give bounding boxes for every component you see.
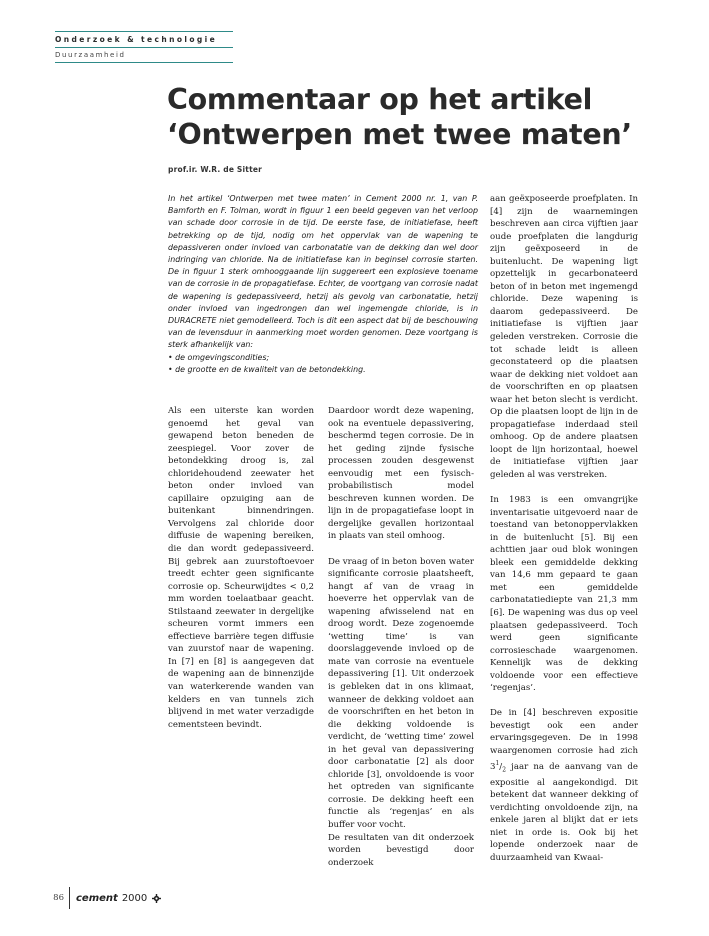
intro-text: In het artikel ‘Ontwerpen met twee maten’ in Cement 2000 nr. 1, van P. Bamforth en F. Tolman, wordt in figuur 1 een beeld gegeven van het verloop van schade door corrosie in de tijd. De eerste fase, de initiatiefase, heeft betrekking op de tijd, nodig om het oppervlak van de wapening te depassiveren onder invloed van carbonatatie van de dekking dan wel door indringing van chloride. Na de initiatiefase kan in beginsel corrosie starten. De in figuur 1 sterk omhooggaande lijn suggereert een explosieve toename van de corrosie in de propagatiefase. Echter, de voortgang van corrosie nadat de wapening is gedepassiveerd, hetzij als gevolg van carbonatatie, hetzij onder invloed van ingedrongen dan wel ingemengde chloride, is in DURACRETE niet gemodelleerd. Toch is dit een aspect dat bij de beschouwing van de levensduur in aanmerking moet worden genomen. Deze voortgang is sterk afhankelijk van: [168, 194, 478, 350]
bullet-text: de grootte en de kwaliteit van de betondekking. [175, 364, 366, 374]
intro-paragraph [168, 193, 478, 376]
bullet-text: de omgevingscondities; [175, 352, 270, 362]
article-title [167, 82, 667, 152]
body-paragraph: Als een uiterste kan worden genoemd het geval van gewapend beton beneden de zeespiegel. Voor zover de betondekking droog is, zal chloridehoudend zeewater het beton onder invloed van capillaire opzuiging aan de buitenkant binnendringen. Vervolgens zal chloride door diffusie de wapening bereiken, die dan wordt gedepassiveerd. Bij gebrek aan zuurstoftoevoer treedt echter geen significante corrosie op. Scheurwijdtes < 0,2 mm worden toelaatbaar geacht. Stilstaand zeewater in dergelijke scheuren vormt immers een effectieve barrière tegen diffusie van zuurstof naar de wapening. In [7] en [8] is aangegeven dat de wapening aan de binnenzijde van waterkerende wanden van kelders en van tunnels zich blijvend in met water verzadigde cementsteen bevindt. [168, 406, 314, 730]
section-label: Onderzoek & technologie [55, 35, 218, 44]
bullet-item [168, 352, 478, 364]
body-paragraph: De vraag of in beton boven water significante corrosie plaatsheeft, hangt af van de vraag in hoeverre het oppervlak van de wapening afwisselend nat en droog wordt. Deze zogenoemde ‘wetting time’ is van doorslaggevende invloed op de mate van corrosie na eventuele depassivering [1]. Uit onderzoek is gebleken dat in ons klimaat, wanneer de dekking voldoet aan de voorschriften en het beton in die dekking voldoende is verdicht, de ‘wetting time’ zowel in het geval van depassivering door carbonatatie [2] als door chloride [3], onvoldoende is voor het optreden van significante corrosie. De dekking heeft een functie als ‘regenjas’ en als buffer voor vocht. [328, 556, 474, 830]
body-paragraph: De resultaten van dit onderzoek worden bevestigd door onderzoek [328, 832, 474, 868]
body-paragraph: Daardoor wordt deze wapening, ook na eventuele depassivering, beschermd tegen corrosie. De in het geding zijnde fysische processen zouden desgewenst eenvoudig met een fysisch-probabilistisch model beschreven kunnen worden. De lijn in de propagatiefase loopt in dergelijke gevallen horizontaal in plaats van steil omhoog. [328, 406, 474, 542]
body-column-1 [168, 405, 314, 744]
magazine-year: 2000 [121, 892, 148, 904]
header-rule-bottom [55, 62, 233, 63]
magazine-logo-icon [152, 894, 161, 903]
body-column-3 [490, 193, 638, 877]
footer-divider [69, 887, 70, 909]
bullet-item [168, 364, 478, 376]
body-column-2 [328, 405, 474, 882]
subsection-label: Duurzaamheid [55, 51, 126, 59]
title-line-1: Commentaar op het artikel [167, 83, 593, 116]
paragraph-text: jaar na de aanvang van de expositie al aangekondigd. Dit betekent dat wanneer dekking of verdichting onvoldoende zijn, na enkele jaren al blijkt dat er iets niet in orde is. Ook bij het lopende onderzoek naar de duurzaamheid van Kwaai- [490, 761, 638, 863]
fraction-denominator: 2 [502, 766, 507, 774]
page-footer [40, 887, 161, 909]
body-paragraph: In 1983 is een omvangrijke inventarisatie uitgevoerd naar de toestand van betonoppervlakken in de buitenlucht [5]. Bij een achttien jaar oud blok woningen bleek een gemiddelde dekking van 14,6 mm gepaard te gaan met een gemiddelde carbonatatiediepte van 21,3 mm [6]. De wapening was dus op veel plaatsen gedepassiveerd. Toch werd geen significante corrosieschade waargenomen. Kennelijk was de dekking voldoende voor een effectieve ‘regenjas’. [490, 495, 638, 694]
magazine-name: cement [76, 892, 118, 904]
title-line-2: ‘Ontwerpen met twee maten’ [167, 118, 632, 151]
body-paragraph: aan geëxposeerde proefplaten. In [4] zijn de waarnemingen beschreven aan circa vijftien jaar oude proefplaten die langdurig zijn geëxposeerd in de buitenlucht. De wapening ligt opzettelijk in gecarbonateerd beton of in beton met ingemengd chloride. Deze wapening is daarom gedepassiveerd. De initiatiefase is vijftien jaar geleden verstreken. Corrosie die tot schade leidt is alleen geconstateerd op die plaatsen waar de dekking niet voldoet aan de voorschriften en op plaatsen waar het beton slecht is verdicht. Op die plaatsen loopt de lijn in de propagatiefase inderdaad steil omhoog. Op de andere plaatsen loopt de lijn horizontaal, hoewel de initiatiefase vijftien jaar geleden al was verstreken. [490, 194, 638, 481]
page-number: 86 [53, 893, 64, 903]
author-byline: prof.ir. W.R. de Sitter [168, 165, 263, 174]
paragraph-text: De in [4] beschreven expositie bevestigt ook een ander ervaringsgegeven. De in 1998 waargenomen corrosie had zich 3 [490, 708, 638, 772]
fraction-numerator: 1 [495, 759, 500, 767]
running-header [55, 31, 233, 63]
body-paragraph: De in [4] beschreven expositie bevestigt ook een ander ervaringsgegeven. De in 1998 waargenomen corrosie had zich $3^1/_2$ jaar na de aanvang van de expositie al aangekondigd. Dit betekent dat wanneer dekking of verdichting onvoldoende zijn, na enkele jaren al blijkt dat er iets niet in orde is. Ook bij het lopende onderzoek naar de duurzaamheid van Kwaai- [490, 708, 638, 863]
intro-bullet-list [168, 352, 478, 376]
